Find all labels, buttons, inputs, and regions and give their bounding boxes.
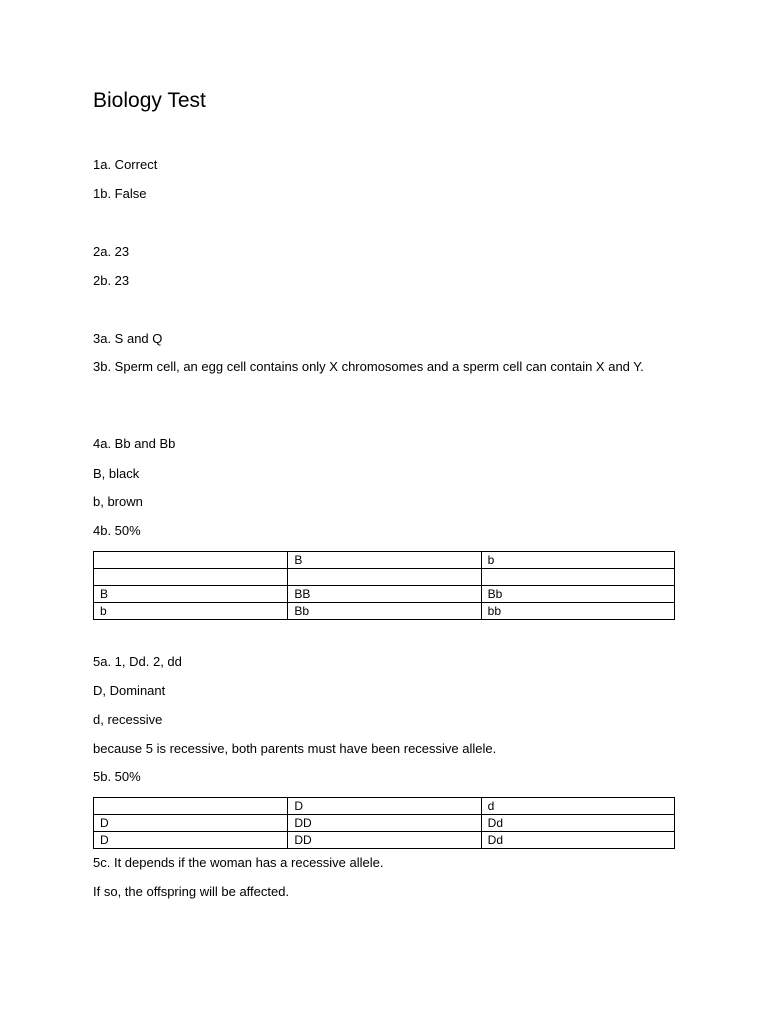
table-cell — [288, 569, 481, 586]
answer-4-allele-b-upper: B, black — [93, 466, 140, 481]
table-cell — [94, 552, 288, 569]
table-cell: bb — [481, 603, 674, 620]
table-row — [94, 586, 675, 603]
answer-2b: 2b. 23 — [93, 273, 130, 288]
answer-5-allele-d-lower: d, recessive — [93, 712, 163, 727]
table-cell — [94, 798, 288, 815]
page-title: Biology Test — [93, 89, 206, 112]
table-row — [94, 832, 675, 849]
table-cell: BB — [288, 586, 481, 603]
answer-4b: 4b. 50% — [93, 523, 141, 538]
table-cell: B — [288, 552, 481, 569]
answer-4-allele-b-lower: b, brown — [93, 494, 143, 509]
answer-1b: 1b. False — [93, 186, 147, 201]
table-cell: Dd — [481, 832, 674, 849]
table-cell: d — [481, 798, 674, 815]
answer-5a: 5a. 1, Dd. 2, dd — [93, 654, 182, 669]
table-cell — [481, 569, 674, 586]
punnett-square-5 — [93, 797, 675, 849]
table-cell: D — [288, 798, 481, 815]
table-cell: D — [94, 832, 288, 849]
table-cell — [94, 569, 288, 586]
table-row — [94, 552, 675, 569]
answer-2a: 2a. 23 — [93, 244, 130, 259]
table-cell: b — [481, 552, 674, 569]
table-cell: D — [94, 815, 288, 832]
table-cell: Bb — [288, 603, 481, 620]
punnett-square-4 — [93, 551, 675, 620]
table-cell: B — [94, 586, 288, 603]
table-row — [94, 569, 675, 586]
table-row — [94, 603, 675, 620]
table-cell: DD — [288, 815, 481, 832]
table-row — [94, 798, 675, 815]
answer-3b: 3b. Sperm cell, an egg cell contains only X chromosomes and a sperm cell can contain X and Y. — [93, 359, 644, 374]
table-cell: Dd — [481, 815, 674, 832]
table-row — [94, 815, 675, 832]
answer-1a: 1a. Correct — [93, 157, 158, 172]
table-cell: Bb — [481, 586, 674, 603]
answer-5c: 5c. It depends if the woman has a recessive allele. — [93, 855, 384, 870]
answer-4a: 4a. Bb and Bb — [93, 436, 176, 451]
table-cell: DD — [288, 832, 481, 849]
table-cell: b — [94, 603, 288, 620]
answer-5c-continued: If so, the offspring will be affected. — [93, 884, 290, 899]
answer-5b: 5b. 50% — [93, 769, 141, 784]
answer-3a: 3a. S and Q — [93, 331, 163, 346]
answer-5-allele-d-upper: D, Dominant — [93, 683, 166, 698]
answer-5-explanation: because 5 is recessive, both parents must have been recessive allele. — [93, 741, 497, 756]
